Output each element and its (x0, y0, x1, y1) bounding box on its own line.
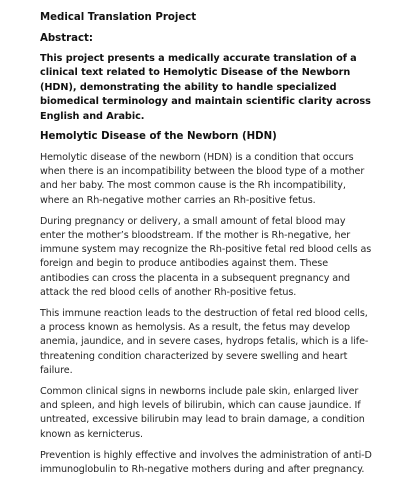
paragraph-clinical-signs: Common clinical signs in newborns include pale skin, enlarged liver and spleen, and high levels of bilirubin, which can cause jaundice. If untreated, excessive bilirubin may lead to brain damage, a condition known as kernicterus. (40, 386, 365, 440)
document-title: Medical Translation Project (40, 12, 197, 23)
paragraph-prevention: Prevention is highly effective and involves the administration of anti-D immunoglobulin to Rh-negative mothers during and after pregnancy. (40, 449, 372, 476)
paragraph-definition: Hemolytic disease of the newborn (HDN) is a condition that occurs when there is an incompatibility between the blood type of a mother and her baby. The most common cause is the Rh incompatibility, where an Rh-negative mother carries an Rh-positive fetus. (40, 152, 365, 206)
document-page (40, 12, 372, 484)
abstract-heading: Abstract: (40, 33, 93, 44)
abstract-text: This project presents a medically accurate translation of a clinical text related to Hemolytic Disease of the Newborn (HDN), demonstrating the ability to handle specialized biomedical terminology and maintain scientific clarity across English and Arabic. (40, 53, 371, 122)
section-heading: Hemolytic Disease of the Newborn (HDN) (40, 131, 277, 143)
paragraph-mechanism: During pregnancy or delivery, a small amount of fetal blood may enter the mother’s bloodstream. If the mother is Rh-negative, her immune system may recognize the Rh-positive fetal red blood cells as foreign and begin to produce antibodies against them. These antibodies can cross the placenta in a subsequent pregnancy and attack the red blood cells of another Rh-positive fetus. (40, 215, 372, 298)
paragraph-hemolysis: This immune reaction leads to the destruction of fetal red blood cells, a process known as hemolysis. As a result, the fetus may develop anemia, jaundice, and in severe cases, hydrops fetalis, which is a life-threatening condition characterized by severe swelling and heart failure. (40, 308, 369, 376)
